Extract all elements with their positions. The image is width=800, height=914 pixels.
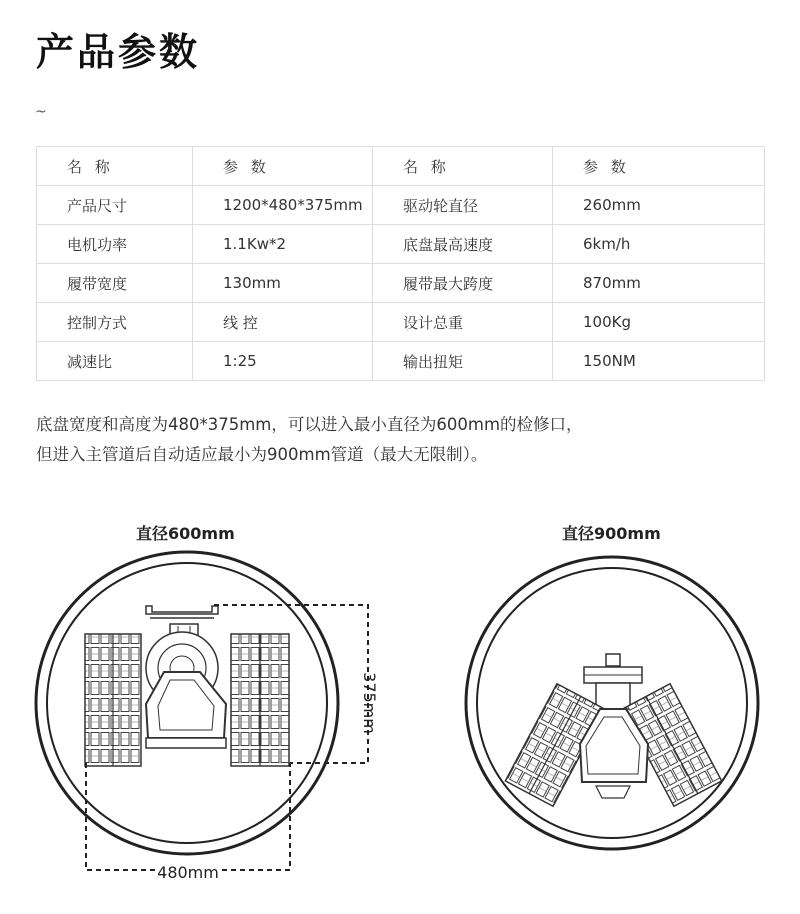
table-cell: 130mm [193,264,373,303]
header-cell: 参 数 [193,147,373,186]
left-diagram-label: 直径600mm [136,524,235,543]
table-cell: 线 控 [193,303,373,342]
robot-expanded-view [505,654,721,806]
description-line: 底盘宽度和高度为480*375mm，可以进入最小直径为600mm的检修口， [36,415,583,434]
table-cell: 1:25 [193,342,373,381]
table-cell: 输出扭矩 [373,342,553,381]
width-dimension: 480mm [157,863,219,882]
header-cell: 参 数 [553,147,765,186]
header-cell: 名 称 [373,147,553,186]
left-pipe-diagram [36,552,368,870]
table-cell: 260mm [553,186,765,225]
table-cell: 6km/h [553,225,765,264]
table-cell: 150NM [553,342,765,381]
robot-front-view [85,606,289,766]
table-cell: 底盘最高速度 [373,225,553,264]
table-cell: 控制方式 [37,303,193,342]
table-cell: 产品尺寸 [37,186,193,225]
tilde-mark: ~ [35,104,47,120]
table-cell: 100Kg [553,303,765,342]
table-cell: 减速比 [37,342,193,381]
page-title: 产品参数 [36,30,201,74]
right-pipe-diagram [466,557,758,849]
table-cell: 驱动轮直径 [373,186,553,225]
table-cell: 电机功率 [37,225,193,264]
right-diagram-label: 直径900mm [562,524,661,543]
table-cell: 1200*480*375mm [193,186,373,225]
table-cell: 履带宽度 [37,264,193,303]
height-dimension: 375mm [360,672,379,734]
header-cell: 名 称 [37,147,193,186]
table-cell: 履带最大跨度 [373,264,553,303]
table-cell: 870mm [553,264,765,303]
table-cell: 1.1Kw*2 [193,225,373,264]
table-cell: 设计总重 [373,303,553,342]
description-line: 但进入主管道后自动适应最小为900mm管道（最大无限制）。 [36,445,488,464]
